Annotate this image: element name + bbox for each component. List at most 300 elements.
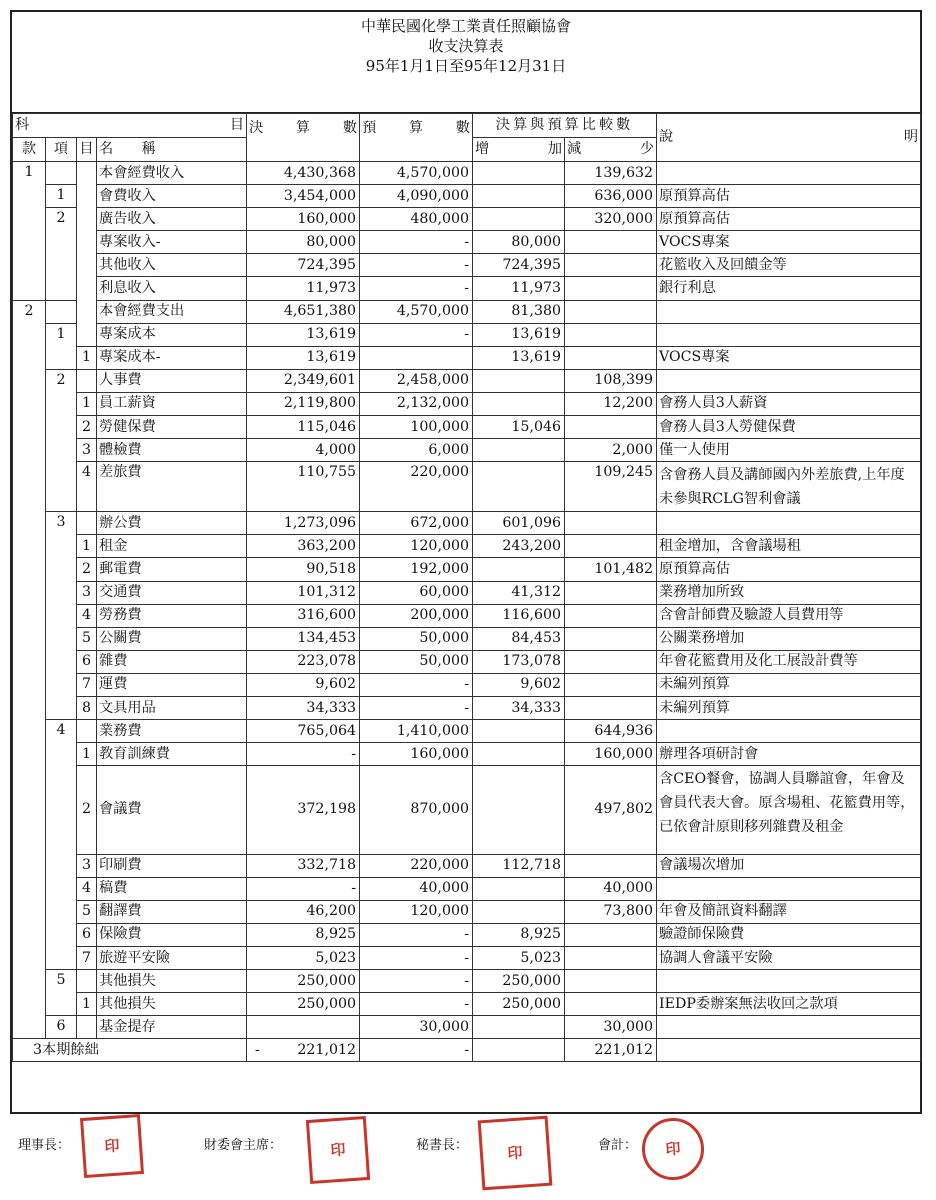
table-row [13,581,921,604]
item-name-cell: 人事費 [97,369,247,392]
budget-table [12,113,921,1062]
xiang-cell [46,947,77,970]
budget-cell: - [360,970,473,993]
kuan-cell [13,392,46,415]
increase-cell: 116,600 [473,604,565,627]
budget-cell: - [360,923,473,946]
actual-cell: 724,395 [247,254,360,277]
increase-cell: 724,395 [473,254,565,277]
increase-cell: 173,078 [473,650,565,673]
finance-chair-label: 財委會主席： [204,1138,283,1153]
note-cell [657,323,921,346]
table-row [13,627,921,650]
actual-cell: 110,755 [247,462,360,512]
xiang-cell [46,993,77,1016]
budget-cell: 2,132,000 [360,392,473,415]
mu-cell [77,1016,97,1039]
table-row [13,277,921,300]
mu-cell [77,970,97,993]
budget-cell: 30,000 [360,1016,473,1039]
table-row [13,346,921,369]
kuan-cell: 2 [13,300,46,323]
increase-cell: 41,312 [473,581,565,604]
budget-cell: - [360,696,473,719]
item-name-cell: 基金提存 [97,1016,247,1039]
kuan-cell [13,854,46,877]
balance-budget-cell: - [360,1039,473,1062]
kuan-cell [13,558,46,581]
increase-cell [473,392,565,415]
decrease-cell [565,696,657,719]
mu-cell: 1 [77,392,97,415]
subject-header-cell: 科 目 [13,114,247,138]
mu-cell [77,369,97,392]
table-row [13,185,921,208]
note-cell [657,970,921,993]
item-name-cell: 利息收入 [97,277,247,300]
xiang-cell: 5 [46,970,77,993]
balance-decrease-cell: 221,012 [565,1039,657,1062]
table-row [13,162,921,185]
mu-cell: 3 [77,581,97,604]
note-cell [657,1016,921,1039]
table-row [13,439,921,462]
item-name-cell: 會議費 [97,766,247,854]
budget-cell: - [360,323,473,346]
item-name-cell: 會費收入 [97,185,247,208]
table-row [13,696,921,719]
xiang-cell [46,277,77,300]
table-row [13,369,921,392]
table-row [13,300,921,323]
decrease-cell: 73,800 [565,900,657,923]
kuan-cell [13,970,46,993]
document-header [12,16,920,76]
mu-cell: 1 [77,346,97,369]
xiang-cell: 6 [46,1016,77,1039]
budget-cell: - [360,231,473,254]
decrease-cell: 636,000 [565,185,657,208]
decrease-cell: 320,000 [565,208,657,231]
note-cell: 會務人員3人薪資 [657,392,921,415]
mu-cell [77,323,97,346]
increase-cell: 243,200 [473,535,565,558]
decrease-cell: 160,000 [565,743,657,766]
mu-cell: 1 [77,743,97,766]
note-cell [657,512,921,535]
table-row [13,854,921,877]
note-cell: 公關業務增加 [657,627,921,650]
actual-cell: 3,454,000 [247,185,360,208]
secretary-label: 秘書長： [416,1138,469,1153]
kuan-cell [13,650,46,673]
document-title: 收支決算表 [428,37,504,55]
decrease-cell [565,923,657,946]
actual-cell: 250,000 [247,970,360,993]
note-cell: 協調人會議平安險 [657,947,921,970]
actual-cell: 80,000 [247,231,360,254]
increase-cell: 9,602 [473,673,565,696]
note-cell: VOCS專案 [657,346,921,369]
increase-cell: 601,096 [473,512,565,535]
increase-cell: 80,000 [473,231,565,254]
item-name-cell: 其他收入 [97,254,247,277]
organization-name: 中華民國化學工業責任照顧協會 [360,17,571,35]
budget-cell: - [360,673,473,696]
table-row [13,254,921,277]
kuan-cell [13,254,46,277]
kuan-cell [13,231,46,254]
increase-cell: 11,973 [473,277,565,300]
note-cell [657,162,921,185]
budget-cell: - [360,947,473,970]
table-row [13,970,921,993]
mu-cell: 7 [77,947,97,970]
budget-cell: 100,000 [360,416,473,439]
item-name-cell: 雜費 [97,650,247,673]
comparison-header: 決算與預算比較數 [473,114,657,138]
item-name-cell: 體檢費 [97,439,247,462]
item-name-cell: 租金 [97,535,247,558]
budget-cell: 480,000 [360,208,473,231]
budget-cell: 870,000 [360,766,473,854]
actual-cell: 115,046 [247,416,360,439]
budget-cell [360,346,473,369]
note-cell: 未編列預算 [657,673,921,696]
actual-cell: 9,602 [247,673,360,696]
mu-cell [77,277,97,300]
note-cell: 花籃收入及回饋金等 [657,254,921,277]
xiang-cell [46,254,77,277]
table-row [13,720,921,743]
kuan-cell [13,535,46,558]
mu-cell: 2 [77,558,97,581]
xiang-cell [46,392,77,415]
actual-cell: 1,273,096 [247,512,360,535]
kuan-cell [13,900,46,923]
kuan-cell [13,462,46,512]
actual-cell: 13,619 [247,346,360,369]
note-cell: 原預算高估 [657,558,921,581]
increase-cell: 8,925 [473,923,565,946]
table-row [13,512,921,535]
kuan-cell [13,720,46,743]
item-name-cell: 文具用品 [97,696,247,719]
budget-cell: 4,570,000 [360,300,473,323]
actual-cell: - [247,743,360,766]
increase-cell: 84,453 [473,627,565,650]
note-cell [657,720,921,743]
item-name-cell: 運費 [97,673,247,696]
item-name-cell: 差旅費 [97,462,247,512]
decrease-cell [565,277,657,300]
xiang-cell [46,231,77,254]
item-name-cell: 稿費 [97,877,247,900]
decrease-cell [565,627,657,650]
item-name-cell: 勞務費 [97,604,247,627]
xiang-cell [46,346,77,369]
item-name-cell: 旅遊平安險 [97,947,247,970]
table-row [13,323,921,346]
table-row [13,923,921,946]
xiang-cell [46,854,77,877]
xiang-cell [46,673,77,696]
balance-name-cell [13,1039,247,1062]
balance-increase-cell [473,1039,565,1062]
mu-cell: 2 [77,766,97,854]
decrease-header: 減 少 [565,138,657,162]
xiang-cell [46,558,77,581]
note-cell: 僅一人使用 [657,439,921,462]
xiang-cell: 1 [46,323,77,346]
kuan-cell [13,993,46,1016]
decrease-cell [565,416,657,439]
balance-actual: 221,012 [297,1041,357,1058]
note-cell: IEDP委辦案無法收回之款項 [657,993,921,1016]
table-row [13,673,921,696]
mu-cell: 1 [77,535,97,558]
budget-header: 預 算 數 [360,114,473,162]
decrease-cell: 2,000 [565,439,657,462]
secretary-seal-icon: 印 [478,1116,553,1191]
increase-cell: 112,718 [473,854,565,877]
decrease-cell: 139,632 [565,162,657,185]
decrease-cell [565,673,657,696]
budget-cell: 1,410,000 [360,720,473,743]
decrease-cell: 30,000 [565,1016,657,1039]
increase-cell [473,369,565,392]
kuan-cell [13,581,46,604]
mu-cell [77,185,97,208]
xiang-cell [46,416,77,439]
note-cell: 含會計師費及驗證人員費用等 [657,604,921,627]
kuan-cell [13,877,46,900]
increase-cell [473,1016,565,1039]
budget-cell: 2,458,000 [360,369,473,392]
actual-cell: 8,925 [247,923,360,946]
item-name-cell: 公關費 [97,627,247,650]
mu-cell: 4 [77,462,97,512]
increase-cell [473,900,565,923]
item-name-cell: 專案成本 [97,323,247,346]
budget-cell: 220,000 [360,462,473,512]
actual-cell: 223,078 [247,650,360,673]
budget-sheet [10,10,922,1114]
decrease-cell [565,231,657,254]
budget-cell: 50,000 [360,627,473,650]
item-name-cell: 保險費 [97,923,247,946]
budget-cell: 192,000 [360,558,473,581]
kuan-cell [13,923,46,946]
item-name-cell: 專案成本- [97,346,247,369]
budget-cell: 200,000 [360,604,473,627]
budget-cell: 120,000 [360,900,473,923]
balance-row [13,1039,921,1062]
decrease-cell [565,993,657,1016]
increase-cell: 13,619 [473,323,565,346]
accountant-label: 會計： [598,1138,638,1153]
table-row [13,535,921,558]
actual-cell: 34,333 [247,696,360,719]
xiang-cell: 3 [46,512,77,535]
xiang-cell: 4 [46,720,77,743]
xiang-cell [46,766,77,854]
mu-cell [77,300,97,323]
increase-cell [473,162,565,185]
increase-cell [473,877,565,900]
xiang-cell [46,627,77,650]
table-row [13,947,921,970]
xiang-cell: 1 [46,185,77,208]
xiang-cell [46,300,77,323]
increase-cell [473,558,565,581]
decrease-cell: 40,000 [565,877,657,900]
name-header: 名 稱 [97,138,247,162]
balance-sign: - [255,1041,260,1058]
decrease-cell [565,604,657,627]
increase-cell [473,462,565,512]
increase-cell [473,439,565,462]
increase-cell: 15,046 [473,416,565,439]
table-row [13,416,921,439]
item-name-cell: 翻譯費 [97,900,247,923]
mu-cell [77,231,97,254]
budget-cell: - [360,254,473,277]
actual-cell: 316,600 [247,604,360,627]
actual-cell: 90,518 [247,558,360,581]
decrease-cell [565,947,657,970]
kuan-cell [13,743,46,766]
decrease-cell [565,970,657,993]
increase-cell [473,766,565,854]
item-name-cell: 勞健保費 [97,416,247,439]
item-name-cell: 郵電費 [97,558,247,581]
mu-cell [77,254,97,277]
kuan-cell [13,277,46,300]
decrease-cell [565,323,657,346]
actual-cell: 765,064 [247,720,360,743]
xiang-cell [46,923,77,946]
report-period: 95年1月1日至95年12月31日 [365,57,567,75]
actual-cell: 332,718 [247,854,360,877]
table-row [13,558,921,581]
actual-cell: 363,200 [247,535,360,558]
increase-cell [473,208,565,231]
table-row [13,1016,921,1039]
note-cell [657,369,921,392]
increase-cell: 81,380 [473,300,565,323]
increase-cell: 250,000 [473,970,565,993]
table-row [13,993,921,1016]
item-name-cell: 本會經費收入 [97,162,247,185]
actual-cell: 160,000 [247,208,360,231]
mu-cell: 1 [77,993,97,1016]
note-cell: 業務增加所致 [657,581,921,604]
actual-cell: - [247,877,360,900]
budget-cell: 50,000 [360,650,473,673]
decrease-cell [565,650,657,673]
actual-cell: 13,619 [247,323,360,346]
table-row [13,231,921,254]
note-cell [657,877,921,900]
kuan-cell [13,323,46,346]
mu-cell: 7 [77,673,97,696]
item-name-cell: 交通費 [97,581,247,604]
budget-cell: 672,000 [360,512,473,535]
kuan-cell [13,439,46,462]
actual-cell: 134,453 [247,627,360,650]
actual-cell: 5,023 [247,947,360,970]
kuan-cell [13,208,46,231]
decrease-cell: 101,482 [565,558,657,581]
item-name-cell: 其他損失 [97,993,247,1016]
mu-cell: 5 [77,627,97,650]
note-cell: 年會花籃費用及化工展設計費等 [657,650,921,673]
actual-cell: 4,000 [247,439,360,462]
note-cell: 原預算高估 [657,185,921,208]
accountant-seal-icon: 印 [640,1116,706,1182]
decrease-cell [565,854,657,877]
mu-cell: 6 [77,650,97,673]
note-cell: 年會及簡訊資料翻譯 [657,900,921,923]
xiang-cell [46,877,77,900]
item-name-cell: 辦公費 [97,512,247,535]
budget-cell: 40,000 [360,877,473,900]
actual-cell: 46,200 [247,900,360,923]
table-row [13,208,921,231]
actual-cell: 4,430,368 [247,162,360,185]
increase-cell: 250,000 [473,993,565,1016]
budget-cell: 4,090,000 [360,185,473,208]
kuan-cell [13,673,46,696]
increase-cell: 5,023 [473,947,565,970]
note-cell: 會務人員3人勞健保費 [657,416,921,439]
xiang-cell [46,439,77,462]
decrease-cell [565,300,657,323]
item-name-cell: 印刷費 [97,854,247,877]
actual-cell: 4,651,380 [247,300,360,323]
xiang-cell [46,581,77,604]
mu-cell: 3 [77,854,97,877]
kuan-cell [13,696,46,719]
note-cell: 含會務人員及講師國內外差旅費,上年度未參與RCLG智利會議 [657,462,921,512]
kuan-cell [13,627,46,650]
balance-note-cell [657,1039,921,1062]
mu-cell [77,162,97,185]
xiang-cell [46,696,77,719]
chairman-seal-icon: 印 [80,1114,144,1178]
item-name-cell: 本會經費支出 [97,300,247,323]
kuan-cell [13,369,46,392]
xiang-cell [46,743,77,766]
table-row [13,900,921,923]
kuan-cell [13,185,46,208]
table-row [13,766,921,854]
decrease-cell: 497,802 [565,766,657,854]
mu-cell: 5 [77,900,97,923]
mu-cell [77,512,97,535]
kuan-cell [13,604,46,627]
mu-cell: 8 [77,696,97,719]
decrease-cell [565,581,657,604]
table-row [13,604,921,627]
finance-chair-seal-icon: 印 [306,1116,370,1184]
mu-cell: 2 [77,416,97,439]
table-row [13,392,921,415]
item-name-cell: 教育訓練費 [97,743,247,766]
kuan-cell [13,1016,46,1039]
note-cell [657,300,921,323]
